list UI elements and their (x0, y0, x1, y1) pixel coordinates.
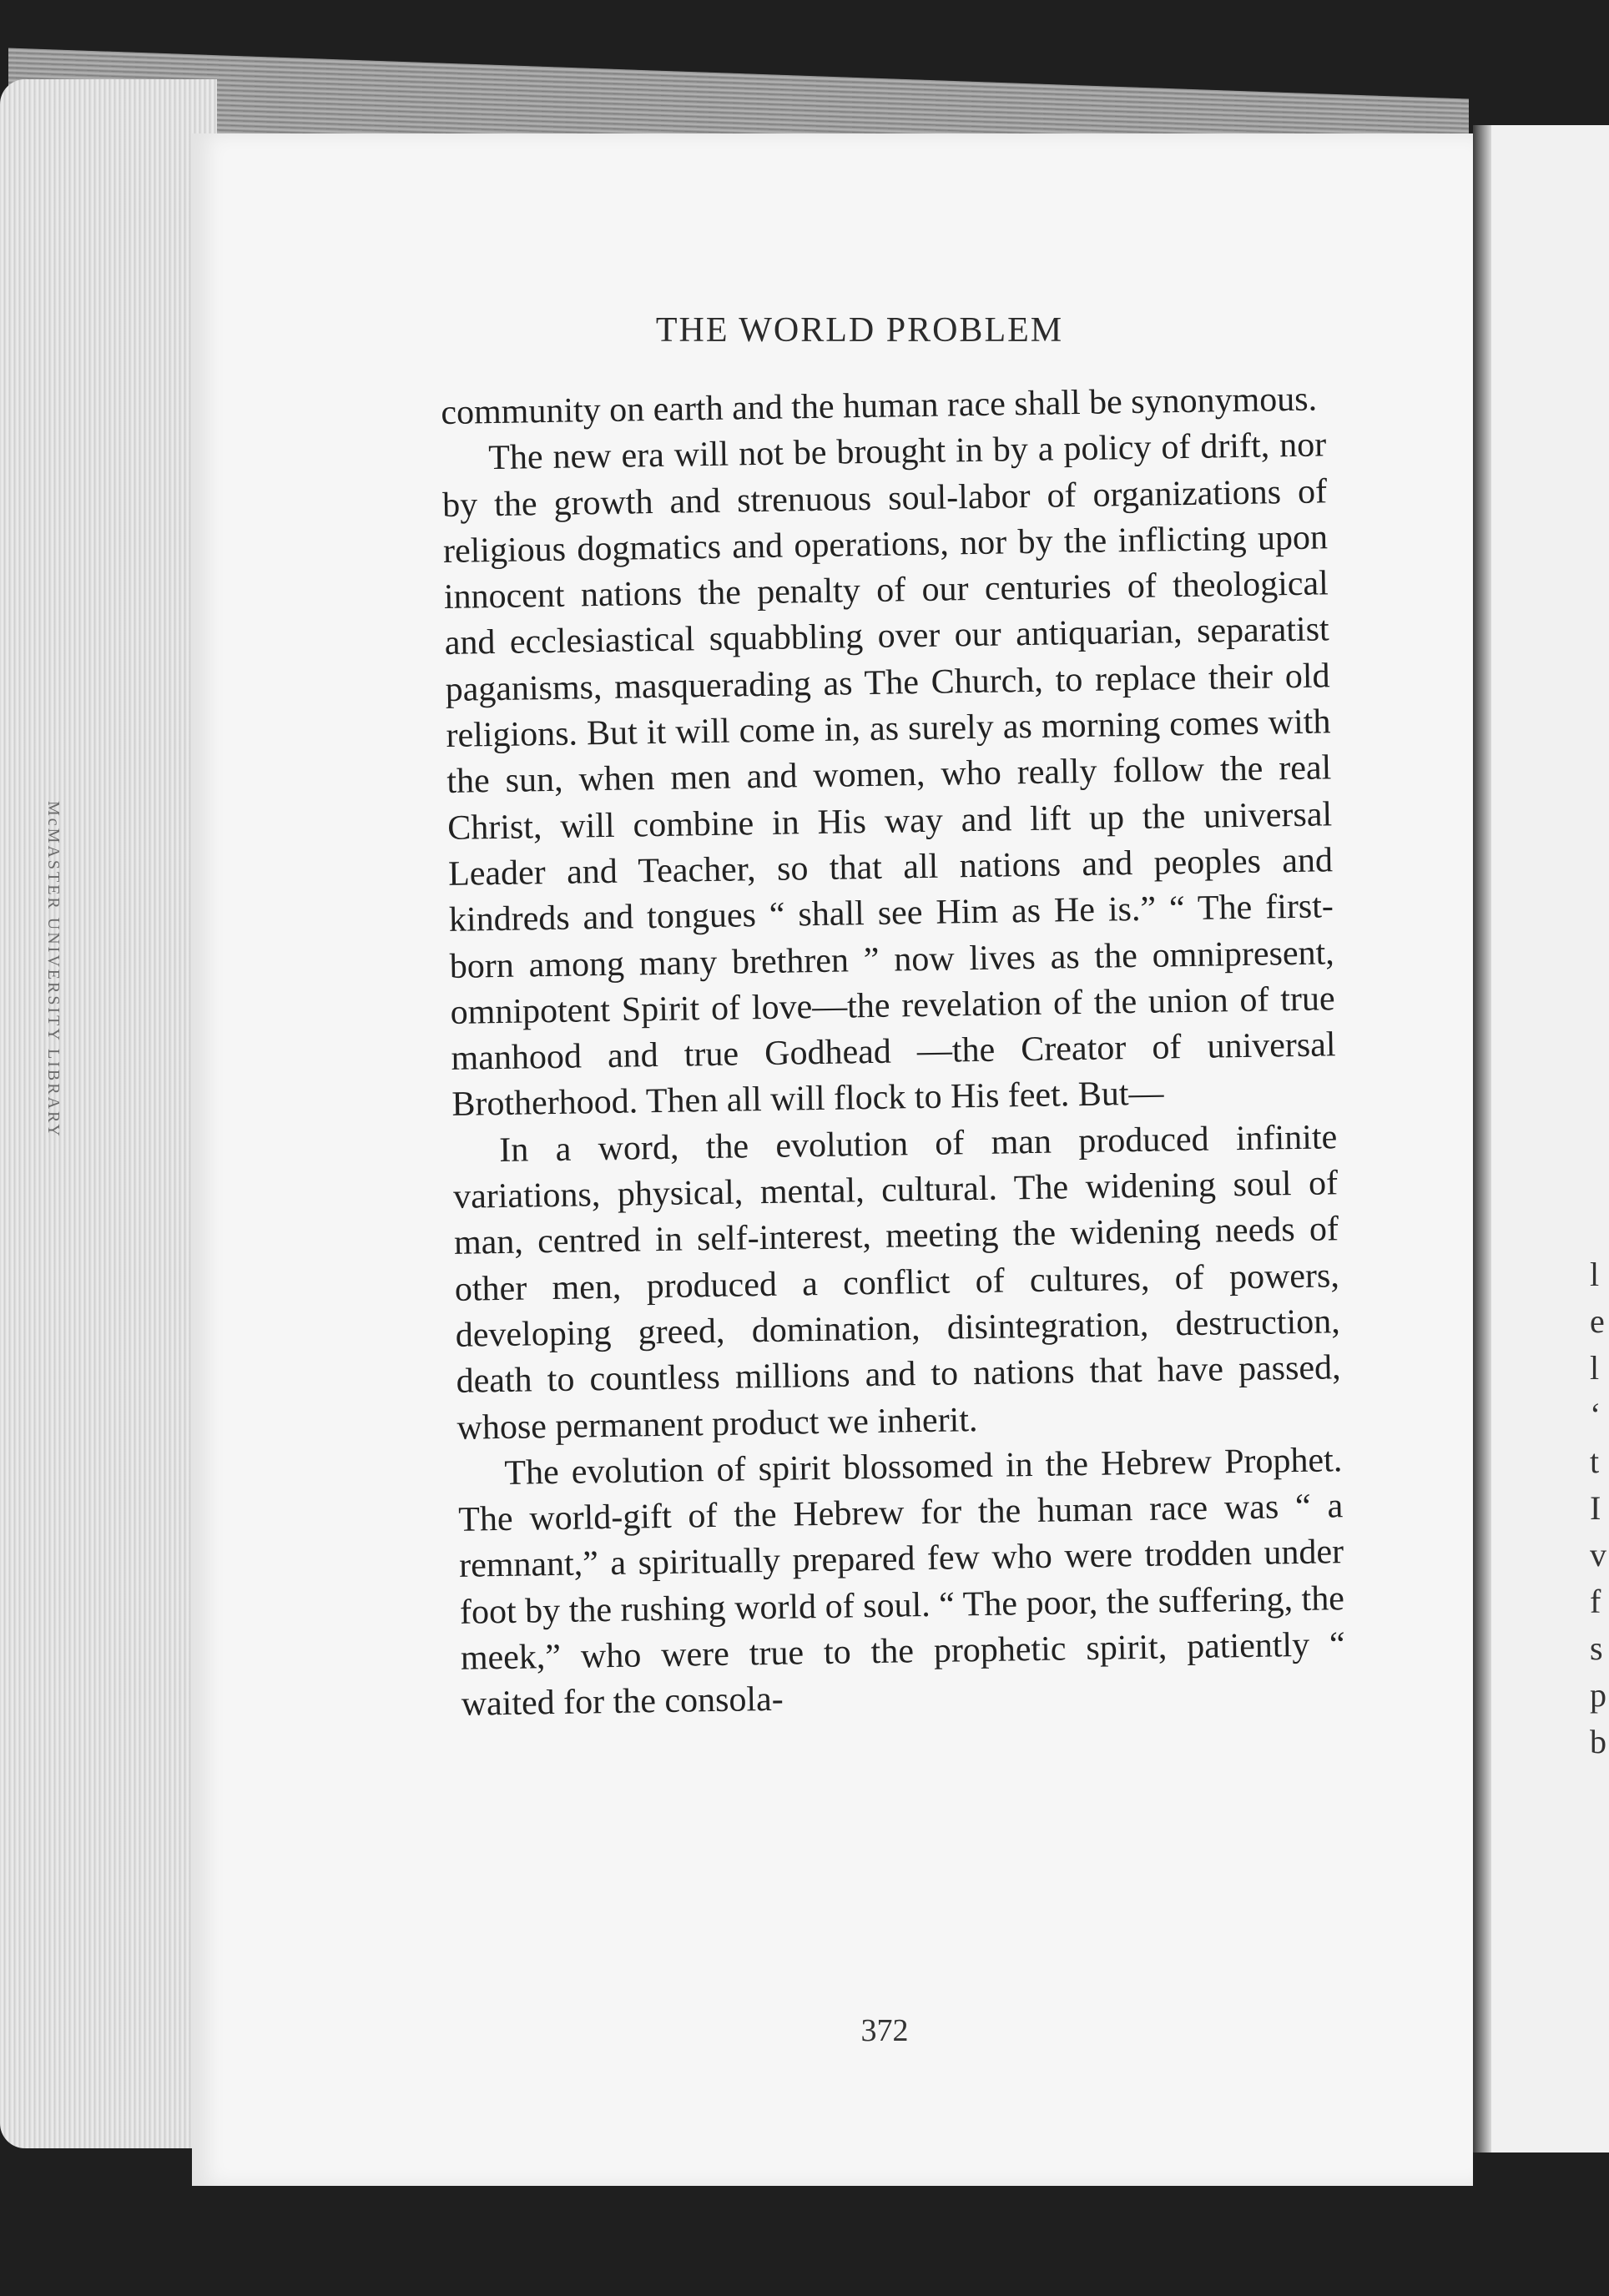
body-text (441, 376, 1346, 1728)
paragraph-1: community on earth and the human race shall be synonymous. (441, 380, 1318, 432)
paragraph-4: The evolution of spirit blossomed in the Hebrew Prophet. The world-gift of the Hebrew for the human race was “ a remnant,” a spiritually prepared few who were trodden under foot by the rushing world of soul. “ The poor, the suffering, the meek,” who were true to the prophetic spirit, patiently “ waited for the consola- (457, 1441, 1346, 1725)
facing-page-letter: e (1590, 1302, 1605, 1340)
page-number: 372 (860, 2013, 909, 2048)
facing-page-letter: l (1590, 1256, 1600, 1293)
paragraph-2: The new era will not be brought in by a policy of drift, nor by the growth and strenuous soul-labor of organizations of religious dogmatics and operations, nor by the inflicting upon innocent nations the penalty of our centuries of theological and ecclesiastical squabbling over our antiquarian, separatist paganisms, masquerading as The Church, to replace their old religions. But it will come in, as surely as morning comes with the sun, when men and women, who really follow the real Christ, will combine in His way and lift up the universal Leader and Teacher, so that all nations and peoples and kindreds and tongues “ shall see Him as He is.” “ The first-born among many brethren ” now lives as the omnipresent, omnipotent Spirit of love—the revelation of the union of true manhood and true Godhead —the Creator of universal Brotherhood. Then all will flock to His feet. But— (441, 425, 1336, 1125)
facing-page-letter: p (1590, 1676, 1606, 1714)
facing-page-letter: v (1590, 1536, 1606, 1573)
facing-page-letter: I (1590, 1489, 1601, 1527)
facing-page-letter: s (1590, 1629, 1603, 1667)
book-gutter (1473, 125, 1491, 2152)
facing-page-letter: l (1590, 1349, 1600, 1387)
facing-page (1491, 125, 1609, 2152)
running-head: THE WORLD PROBLEM (655, 311, 1064, 350)
paragraph-3: In a word, the evolution of man produced infinite variations, physical, mental, cultural. The widening soul of man, centred in self-interest, meeting the widening needs of other men, produced a conflict of cultures, of powers, developing greed, domination, disintegration, destruction, death to countless millions and to nations that have passed, whose permanent product we inherit. (452, 1117, 1341, 1448)
facing-page-letter: ‘ (1590, 1396, 1601, 1433)
page-stack-fore-edge (0, 79, 217, 2148)
library-stamp: McMASTER UNIVERSITY LIBRARY (44, 801, 63, 1139)
facing-page-letters (1590, 1251, 1609, 1765)
facing-page-letter: b (1590, 1723, 1606, 1760)
facing-page-letter: f (1590, 1583, 1601, 1620)
facing-page-letter: t (1590, 1443, 1600, 1480)
